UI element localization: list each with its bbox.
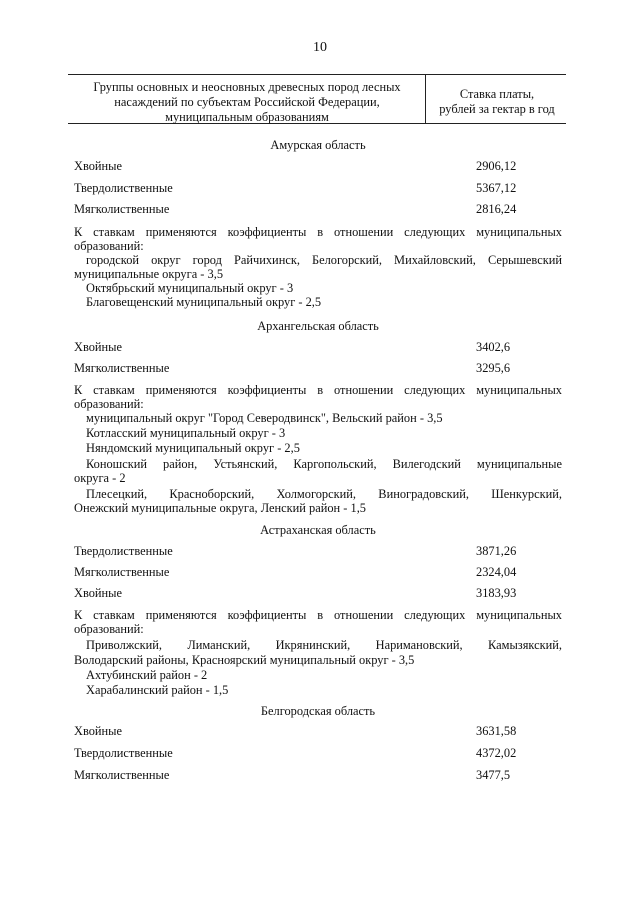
rate-value: 3183,93	[476, 586, 517, 600]
header-column-separator	[425, 75, 426, 123]
table-row	[74, 339, 562, 355]
species-label: Хвойные	[74, 340, 122, 354]
table-row	[74, 767, 562, 783]
coefficient-note: Приволжский, Лиманский, Икрянинский, Наримановский, Камызякский,	[86, 638, 562, 652]
header-species-line: муниципальным образованиям	[165, 110, 329, 124]
table-row	[74, 360, 562, 376]
coefficient-note: Октябрьский муниципальный округ - 3	[86, 281, 294, 295]
coefficient-note: муниципальные округа - 3,5	[74, 267, 224, 281]
coefficient-note: Котласский муниципальный округ - 3	[86, 426, 286, 440]
coefficient-note: округа - 2	[74, 471, 126, 485]
rate-value: 2816,24	[476, 202, 517, 216]
coefficient-note: К ставкам применяются коэффициенты в отношении следующих муниципальных	[74, 608, 562, 622]
species-label: Твердолиственные	[74, 544, 173, 558]
coefficient-note: Благовещенский муниципальный округ - 2,5	[86, 295, 322, 309]
coefficient-note: Плесецкий, Красноборский, Холмогорский, Виноградовский, Шенкурский,	[86, 487, 562, 501]
coefficient-note: Няндомский муниципальный округ - 2,5	[86, 441, 300, 455]
table-row	[74, 564, 562, 580]
species-label: Мягколиственные	[74, 202, 170, 216]
header-rate-line: рублей за гектар в год	[439, 102, 555, 116]
species-label: Мягколиственные	[74, 361, 170, 375]
rate-value: 4372,02	[476, 746, 517, 760]
coefficient-note: образований:	[74, 397, 144, 411]
rate-value: 5367,12	[476, 181, 517, 195]
page-number: 10	[313, 40, 327, 55]
region-title: Белгородская область	[260, 704, 376, 718]
coefficient-note: образований:	[74, 239, 144, 253]
rate-value: 3477,5	[476, 768, 511, 782]
table-row	[74, 723, 562, 739]
table-row	[74, 201, 562, 217]
species-label: Твердолиственные	[74, 746, 173, 760]
coefficient-note: К ставкам применяются коэффициенты в отношении следующих муниципальных	[74, 225, 562, 239]
coefficient-note: образований:	[74, 622, 144, 636]
coefficient-note: городской округ город Райчихинск, Белогорский, Михайловский, Серышевский	[86, 253, 562, 267]
rate-value: 3871,26	[476, 544, 517, 558]
species-label: Мягколиственные	[74, 768, 170, 782]
header-species-group	[72, 80, 422, 125]
region-title: Астраханская область	[260, 523, 376, 537]
rate-value: 3631,58	[476, 724, 517, 738]
rate-value: 3295,6	[476, 361, 511, 375]
region-title: Архангельская область	[257, 319, 379, 333]
coefficient-note: Харабалинский район - 1,5	[86, 683, 229, 697]
coefficient-note: Ахтубинский район - 2	[86, 668, 208, 682]
coefficient-note: Володарский районы, Красноярский муниципальный округ - 3,5	[74, 653, 415, 667]
coefficient-note: Коношский район, Устьянский, Каргопольский, Вилегодский муниципальные	[86, 457, 562, 471]
header-rate	[428, 87, 566, 117]
region-title: Амурская область	[270, 138, 366, 152]
table-header	[68, 74, 566, 124]
table-row	[74, 543, 562, 559]
species-label: Хвойные	[74, 586, 122, 600]
table-row	[74, 158, 562, 174]
coefficient-note: К ставкам применяются коэффициенты в отношении следующих муниципальных	[74, 383, 562, 397]
table-row	[74, 745, 562, 761]
species-label: Хвойные	[74, 159, 122, 173]
coefficient-note: муниципальный округ "Город Северодвинск", Вельский район - 3,5	[86, 411, 443, 425]
table-row	[74, 585, 562, 601]
header-species-line: насаждений по субъектам Российской Федерации,	[114, 95, 380, 109]
header-rate-line: Ставка платы,	[459, 87, 535, 101]
species-label: Хвойные	[74, 724, 122, 738]
table-row	[74, 180, 562, 196]
coefficient-note: Онежский муниципальные округа, Ленский район - 1,5	[74, 501, 366, 515]
rate-value: 2324,04	[476, 565, 517, 579]
species-label: Твердолиственные	[74, 181, 173, 195]
header-species-line: Группы основных и неосновных древесных пород лесных	[93, 80, 401, 94]
rate-value: 2906,12	[476, 159, 517, 173]
rate-value: 3402,6	[476, 340, 511, 354]
species-label: Мягколиственные	[74, 565, 170, 579]
